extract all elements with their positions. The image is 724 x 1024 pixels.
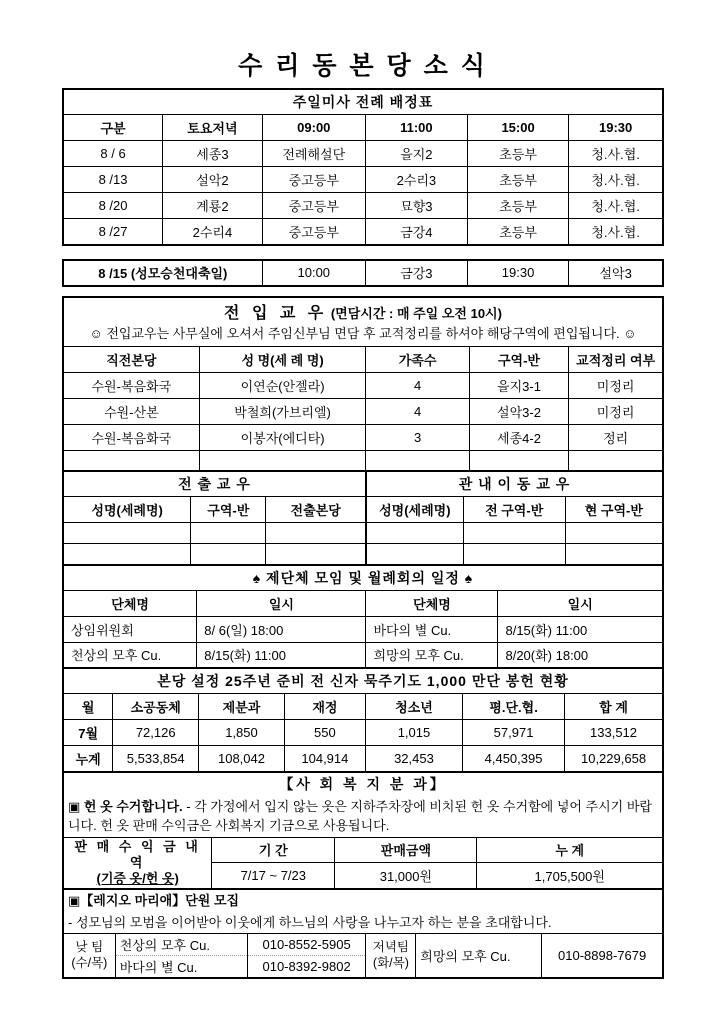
data-cell: 미정리 <box>569 398 663 424</box>
table-row <box>63 837 663 863</box>
empty-cell <box>63 450 199 471</box>
day-team-label-line2: (수/목) <box>71 955 108 970</box>
data-cell: 8 /20 <box>63 193 163 219</box>
header-cell: 누 계 <box>477 837 663 863</box>
data-cell: 108,042 <box>199 746 285 772</box>
table-row <box>63 889 663 912</box>
data-cell: 청.사.협. <box>569 167 663 193</box>
row-label-cell: 누계 <box>63 746 113 772</box>
table-row <box>63 694 663 720</box>
data-cell: 2수리3 <box>365 167 467 193</box>
mass-schedule-title: 주일미사 전례 배정표 <box>63 89 663 115</box>
mass-schedule-table <box>62 88 664 246</box>
data-cell: 천상의 모후 Cu. <box>63 642 197 668</box>
table-row <box>63 668 663 694</box>
table-row <box>63 193 663 219</box>
table-row <box>63 424 663 450</box>
header-cell: 판매금액 <box>335 837 477 863</box>
data-cell: 10:00 <box>262 260 365 286</box>
header-cell: 구분 <box>63 115 163 141</box>
data-cell: 550 <box>284 720 365 746</box>
data-cell: 104,914 <box>284 746 365 772</box>
header-cell: 재정 <box>284 694 365 720</box>
data-cell: 010-8898-7679 <box>542 934 663 979</box>
table-row <box>63 372 663 398</box>
social-welfare-section <box>62 771 664 891</box>
header-cell: 성명(세례명) <box>63 497 191 523</box>
assumption-feast-table <box>62 259 664 287</box>
legio-title: ▣【레지오 마리애】단원 모집 <box>63 889 663 912</box>
data-cell: 31,000원 <box>335 863 477 889</box>
empty-cell <box>266 544 366 565</box>
day-team-label-line1: 낮 팀 <box>75 940 104 955</box>
transfer-out-title: 전 출 교 우 <box>63 471 366 497</box>
data-cell: 7/17 ~ 7/23 <box>212 863 335 889</box>
empty-cell <box>569 450 663 471</box>
data-cell: 금강4 <box>365 219 467 245</box>
header-cell: 현 구역-반 <box>565 497 663 523</box>
data-cell: 박철희(가브리엘) <box>199 398 366 424</box>
table-row <box>63 497 663 523</box>
empty-cell <box>366 544 463 565</box>
data-cell: 미정리 <box>569 372 663 398</box>
data-cell: 010-8552-5905 <box>247 934 366 956</box>
empty-cell <box>565 523 663 544</box>
data-cell: 희망의 모후 Cu. <box>416 934 542 979</box>
header-cell: 청소년 <box>365 694 462 720</box>
clothes-notice-title: ▣ 헌 옷 수거합니다. <box>68 798 183 814</box>
table-row <box>63 772 663 796</box>
data-cell: 세종4-2 <box>469 424 569 450</box>
data-cell: 8/15(화) 11:00 <box>498 616 663 642</box>
day-team-label-cell <box>63 934 115 979</box>
sales-label-line2: (기증 옷/헌 옷) <box>96 871 179 886</box>
header-cell: 11:00 <box>365 115 467 141</box>
transfer-in-heading <box>63 297 663 347</box>
data-cell: 을지2 <box>365 141 467 167</box>
row-label-cell: 7월 <box>63 720 113 746</box>
transfer-in-title: 전 입 교 우 <box>224 304 328 322</box>
header-cell: 성명(세례명) <box>366 497 463 523</box>
empty-cell <box>63 523 191 544</box>
data-cell: 010-8392-9802 <box>247 956 366 979</box>
header-cell: 구역-반 <box>469 346 569 372</box>
rosary-offering-section <box>62 667 664 773</box>
table-row <box>63 398 663 424</box>
data-cell: 수원-산본 <box>63 398 199 424</box>
group-meetings-section <box>62 564 664 670</box>
data-cell: 19:30 <box>467 260 568 286</box>
data-cell: 8/ 6(일) 18:00 <box>197 616 366 642</box>
empty-cell <box>366 450 469 471</box>
data-cell: 4 <box>366 372 469 398</box>
transfer-in-section <box>62 296 664 473</box>
table-row <box>63 544 663 565</box>
table-row <box>63 590 663 616</box>
table-row <box>63 115 663 141</box>
data-cell: 1,850 <box>199 720 285 746</box>
clothes-notice <box>63 796 663 838</box>
data-cell: 1,705,500원 <box>477 863 663 889</box>
data-cell: 상임위원회 <box>63 616 197 642</box>
empty-cell <box>266 523 366 544</box>
header-cell: 09:00 <box>262 115 365 141</box>
transfer-in-title-note: (면담시간 : 매 주일 오전 10시) <box>330 305 502 321</box>
data-cell: 8 /13 <box>63 167 163 193</box>
clothes-notice-body: - 각 가정에서 입지 않는 옷은 지하주차장에 비치된 헌 옷 수거함에 넣어 주시기 바랍니다. 헌 옷 판매 수익금은 사회복지 기금으로 사용됩니다. <box>68 798 652 833</box>
table-row <box>63 523 663 544</box>
header-cell: 구역-반 <box>191 497 266 523</box>
header-cell: 직전본당 <box>63 346 199 372</box>
table-row <box>63 746 663 772</box>
data-cell: 1,015 <box>365 720 462 746</box>
data-cell: 청.사.협. <box>569 219 663 245</box>
data-cell: 8 / 6 <box>63 141 163 167</box>
data-cell: 청.사.협. <box>569 193 663 219</box>
table-row <box>63 297 663 347</box>
data-cell: 전례해설단 <box>262 141 365 167</box>
transfer-out-move-section <box>62 470 664 566</box>
header-cell: 일시 <box>197 590 366 616</box>
data-cell: 수원-복음화국 <box>63 424 199 450</box>
header-cell: 가족수 <box>366 346 469 372</box>
data-cell: 바다의 별 Cu. <box>366 616 498 642</box>
data-cell: 을지3-1 <box>469 372 569 398</box>
transfer-in-notice: ☺ 전입교우는 사무실에 오셔서 주임신부님 면담 후 교적정리를 하셔야 해당구역에 편입됩니다. ☺ <box>89 325 637 341</box>
empty-cell <box>469 450 569 471</box>
rosary-offering-title: 본당 설정 25주년 준비 전 신자 묵주기도 1,000 만단 봉헌 현황 <box>63 668 663 694</box>
data-cell: 8/15(화) 11:00 <box>197 642 366 668</box>
data-cell: 중고등부 <box>262 219 365 245</box>
data-cell: 5,533,854 <box>113 746 199 772</box>
table-row <box>63 616 663 642</box>
header-cell: 단체명 <box>366 590 498 616</box>
group-meetings-title: ♠ 제단체 모임 및 월례회의 일정 ♠ <box>63 565 663 591</box>
legio-section <box>62 888 664 979</box>
empty-cell <box>565 544 663 565</box>
legio-notice: - 성모님의 모범을 이어받아 이웃에게 하느님의 사랑을 나누고자 하는 분을 초대합니다. <box>63 912 663 934</box>
header-cell: 단체명 <box>63 590 197 616</box>
data-cell: 초등부 <box>467 219 568 245</box>
social-welfare-title: 【사 회 복 지 분 과】 <box>63 772 663 796</box>
table-row <box>63 219 663 245</box>
header-cell: 월 <box>63 694 113 720</box>
data-cell: 72,126 <box>113 720 199 746</box>
data-cell: 금강3 <box>365 260 467 286</box>
table-row <box>63 796 663 838</box>
empty-cell <box>463 523 565 544</box>
data-cell: 133,512 <box>565 720 663 746</box>
table-row <box>63 89 663 115</box>
table-row <box>63 912 663 934</box>
table-row <box>63 346 663 372</box>
data-cell: 중고등부 <box>262 167 365 193</box>
data-cell: 계룡2 <box>163 193 263 219</box>
header-cell: 제분과 <box>199 694 285 720</box>
data-cell: 세종3 <box>163 141 263 167</box>
header-cell: 성 명(세 례 명) <box>199 346 366 372</box>
empty-cell <box>63 544 191 565</box>
evening-team-label-cell <box>366 934 416 979</box>
bulletin-content <box>62 46 664 979</box>
empty-cell <box>191 523 266 544</box>
data-cell: 8 /27 <box>63 219 163 245</box>
data-cell: 묘향3 <box>365 193 467 219</box>
data-cell: 청.사.협. <box>569 141 663 167</box>
transfer-in-title-line <box>68 300 658 323</box>
data-cell: 32,453 <box>365 746 462 772</box>
header-cell: 15:00 <box>467 115 568 141</box>
data-cell: 이봉자(에디타) <box>199 424 366 450</box>
table-row <box>63 167 663 193</box>
empty-cell <box>463 544 565 565</box>
header-cell: 교적정리 여부 <box>569 346 663 372</box>
header-cell: 합 계 <box>565 694 663 720</box>
empty-cell <box>191 544 266 565</box>
data-cell: 4,450,395 <box>463 746 565 772</box>
data-cell: 천상의 모후 Cu. <box>115 934 247 956</box>
feast-label-cell: 8 /15 (성모승천대축일) <box>63 260 262 286</box>
header-cell: 일시 <box>498 590 663 616</box>
data-cell: 57,971 <box>463 720 565 746</box>
header-cell: 19:30 <box>569 115 663 141</box>
district-move-title: 관 내 이 동 교 우 <box>366 471 663 497</box>
table-row <box>63 642 663 668</box>
header-cell: 전출본당 <box>266 497 366 523</box>
table-row <box>63 471 663 497</box>
page-title: 수 리 동 본 당 소 식 <box>238 52 488 80</box>
data-cell: 바다의 별 Cu. <box>115 956 247 979</box>
table-row <box>63 720 663 746</box>
data-cell: 설악3-2 <box>469 398 569 424</box>
data-cell: 4 <box>366 398 469 424</box>
evening-team-label-line1: 저녁팀 <box>372 940 409 955</box>
empty-cell <box>199 450 366 471</box>
data-cell: 초등부 <box>467 141 568 167</box>
data-cell: 10,229,658 <box>565 746 663 772</box>
table-row <box>63 565 663 591</box>
data-cell: 2수리4 <box>163 219 263 245</box>
data-cell: 중고등부 <box>262 193 365 219</box>
table-row <box>63 141 663 167</box>
data-cell: 3 <box>366 424 469 450</box>
header-cell: 기 간 <box>212 837 335 863</box>
data-cell: 초등부 <box>467 167 568 193</box>
data-cell: 정리 <box>569 424 663 450</box>
data-cell: 수원-복음화국 <box>63 372 199 398</box>
data-cell: 이연순(안젤라) <box>199 372 366 398</box>
empty-cell <box>366 523 463 544</box>
evening-team-label-line2: (화/목) <box>372 955 409 970</box>
table-row <box>63 934 663 956</box>
data-cell: 희망의 모후 Cu. <box>366 642 498 668</box>
header-cell: 전 구역-반 <box>463 497 565 523</box>
header-cell: 소공동체 <box>113 694 199 720</box>
table-row <box>63 450 663 471</box>
table-row <box>63 260 663 286</box>
data-cell: 초등부 <box>467 193 568 219</box>
header-cell: 토요저녁 <box>163 115 263 141</box>
header-cell: 평.단.협. <box>463 694 565 720</box>
data-cell: 설악2 <box>163 167 263 193</box>
data-cell: 8/20(화) 18:00 <box>498 642 663 668</box>
sales-label-line1: 판 매 수 익 금 내 역 <box>74 838 201 870</box>
data-cell: 설악3 <box>569 260 663 286</box>
sales-label-cell <box>63 837 212 889</box>
